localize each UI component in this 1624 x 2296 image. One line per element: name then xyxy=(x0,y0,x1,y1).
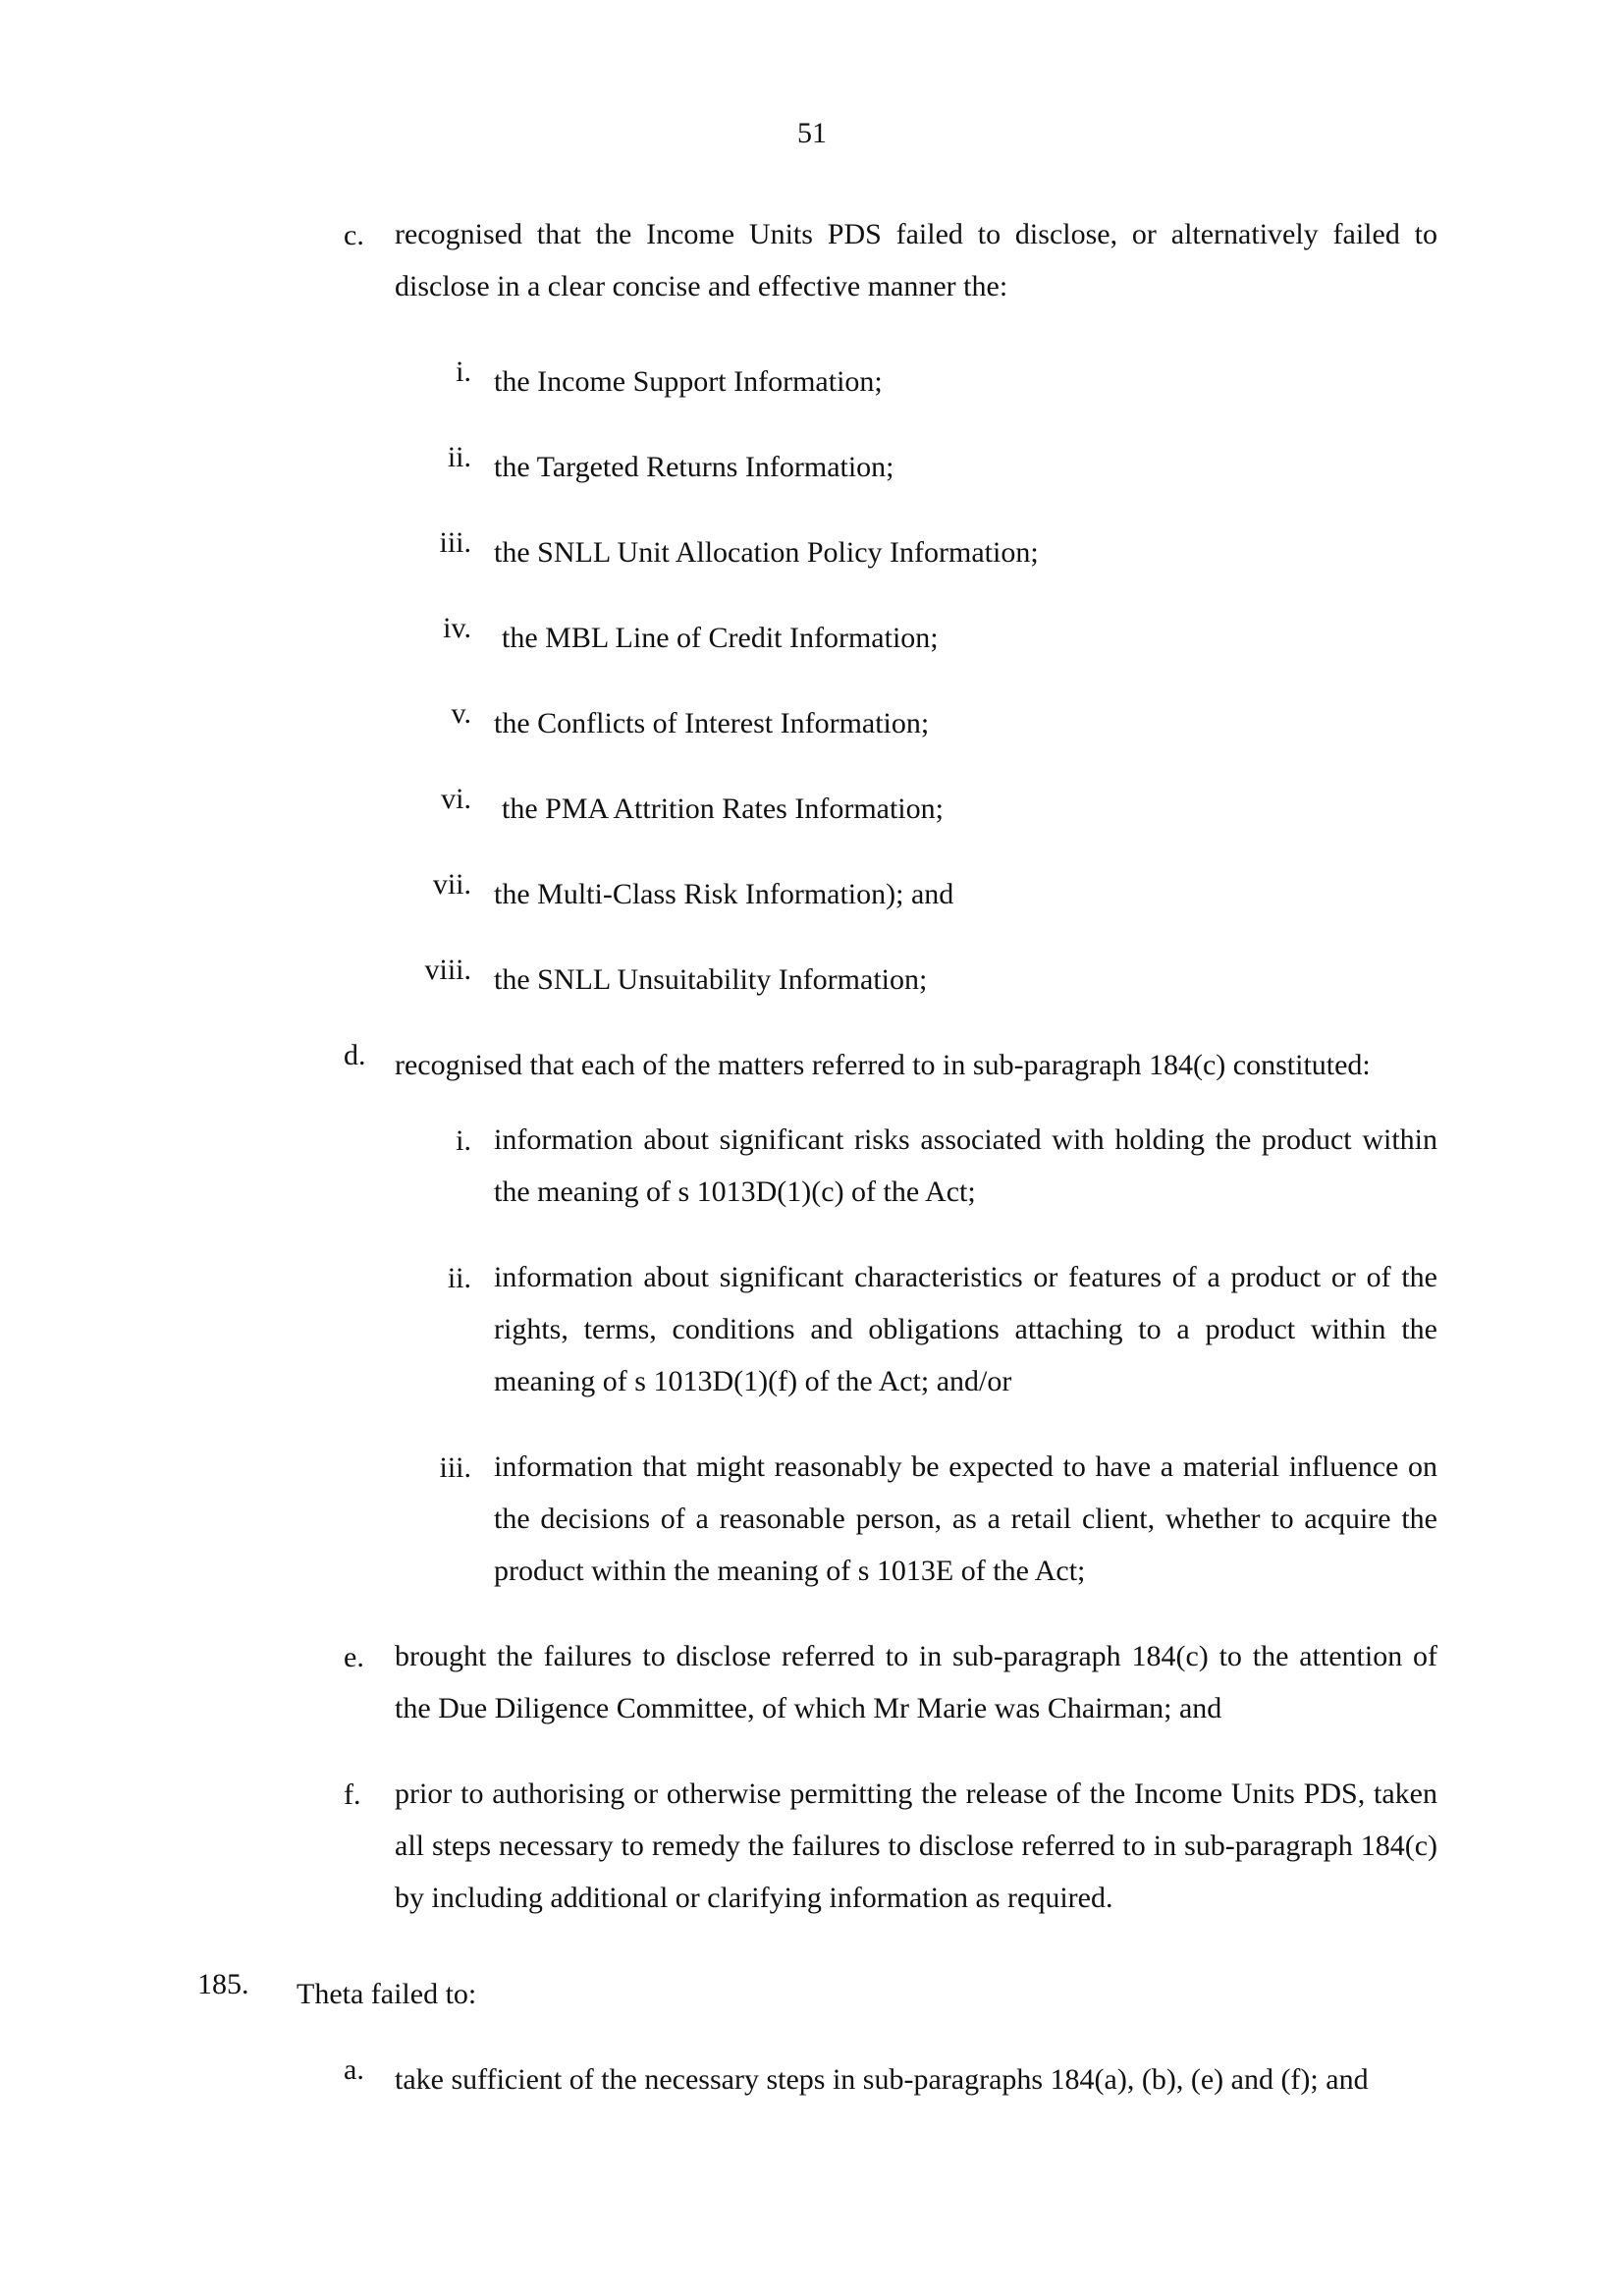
item-text-c: recognised that the Income Units PDS failed to disclose, or alternatively failed to disclose in a clear concise and effective manner the: xyxy=(395,218,1437,302)
item-label-c-viii: viii. xyxy=(424,954,471,986)
item-label-d-i: i. xyxy=(456,1124,471,1157)
item-text-e: brought the failures to disclose referred to in sub-paragraph 184(c) to the attention of the Due Diligence Committee, of which Mr Marie was Chairman; and xyxy=(395,1640,1437,1724)
item-label-c-vii: vii. xyxy=(432,868,471,901)
item-label-d-ii: ii. xyxy=(447,1262,471,1294)
item-text-c-iv: the MBL Line of Credit Information; xyxy=(502,622,939,654)
item-text-c-vi: the PMA Attrition Rates Information; xyxy=(502,793,944,825)
item-text-c-vii: the Multi-Class Risk Information); and xyxy=(494,878,954,910)
item-label-d: d. xyxy=(344,1039,366,1071)
paragraph-text-185: Theta failed to: xyxy=(297,1978,477,2010)
item-label-e: e. xyxy=(344,1641,364,1673)
item-text-d-iii: information that might reasonably be expected to have a material influence on the decisions of a reasonable person, as a retail client, whether to acquire the product within the meaning of s 1013E of the Act; xyxy=(494,1450,1437,1587)
item-text-c-viii: the SNLL Unsuitability Information; xyxy=(494,963,928,996)
item-label-d-iii: iii. xyxy=(439,1451,471,1484)
paragraph-number-185: 185. xyxy=(197,1968,249,2000)
item-label-f: f. xyxy=(344,1778,361,1811)
item-label-c-ii: ii. xyxy=(447,441,471,473)
item-label-c-iii: iii. xyxy=(439,526,471,559)
item-label-c-i: i. xyxy=(456,355,471,388)
item-label-185-a: a. xyxy=(344,2053,364,2086)
item-text-185-a: take sufficient of the necessary steps in sub-paragraphs 184(a), (b), (e) and (f); and xyxy=(395,2063,1369,2096)
item-text-c-iii: the SNLL Unit Allocation Policy Information; xyxy=(494,536,1039,569)
item-text-c-ii: the Targeted Returns Information; xyxy=(494,451,894,483)
item-label-c-vi: vi. xyxy=(441,783,471,815)
page-number: 51 xyxy=(797,117,827,149)
item-text-d: recognised that each of the matters referred to in sub-paragraph 184(c) constituted: xyxy=(395,1049,1371,1081)
item-label-c-v: v. xyxy=(451,697,471,730)
item-text-c-v: the Conflicts of Interest Information; xyxy=(494,707,930,739)
item-label-c-iv: iv. xyxy=(443,612,471,644)
item-text-d-i: information about significant risks associated with holding the product within the meaning of s 1013D(1)(c) of the Act; xyxy=(494,1123,1437,1208)
item-text-f: prior to authorising or otherwise permitting the release of the Income Units PDS, taken all steps necessary to remedy the failures to disclose referred to in sub-paragraph 184(c) by including additional or clarifying information as required. xyxy=(395,1777,1437,1914)
item-label-c: c. xyxy=(344,219,364,251)
item-text-d-ii: information about significant characteristics or features of a product or of the rights, terms, conditions and obligations attaching to a product within the meaning of s 1013D(1)(f) of the Act; and/or xyxy=(494,1261,1437,1397)
item-text-c-i: the Income Support Information; xyxy=(494,365,883,398)
